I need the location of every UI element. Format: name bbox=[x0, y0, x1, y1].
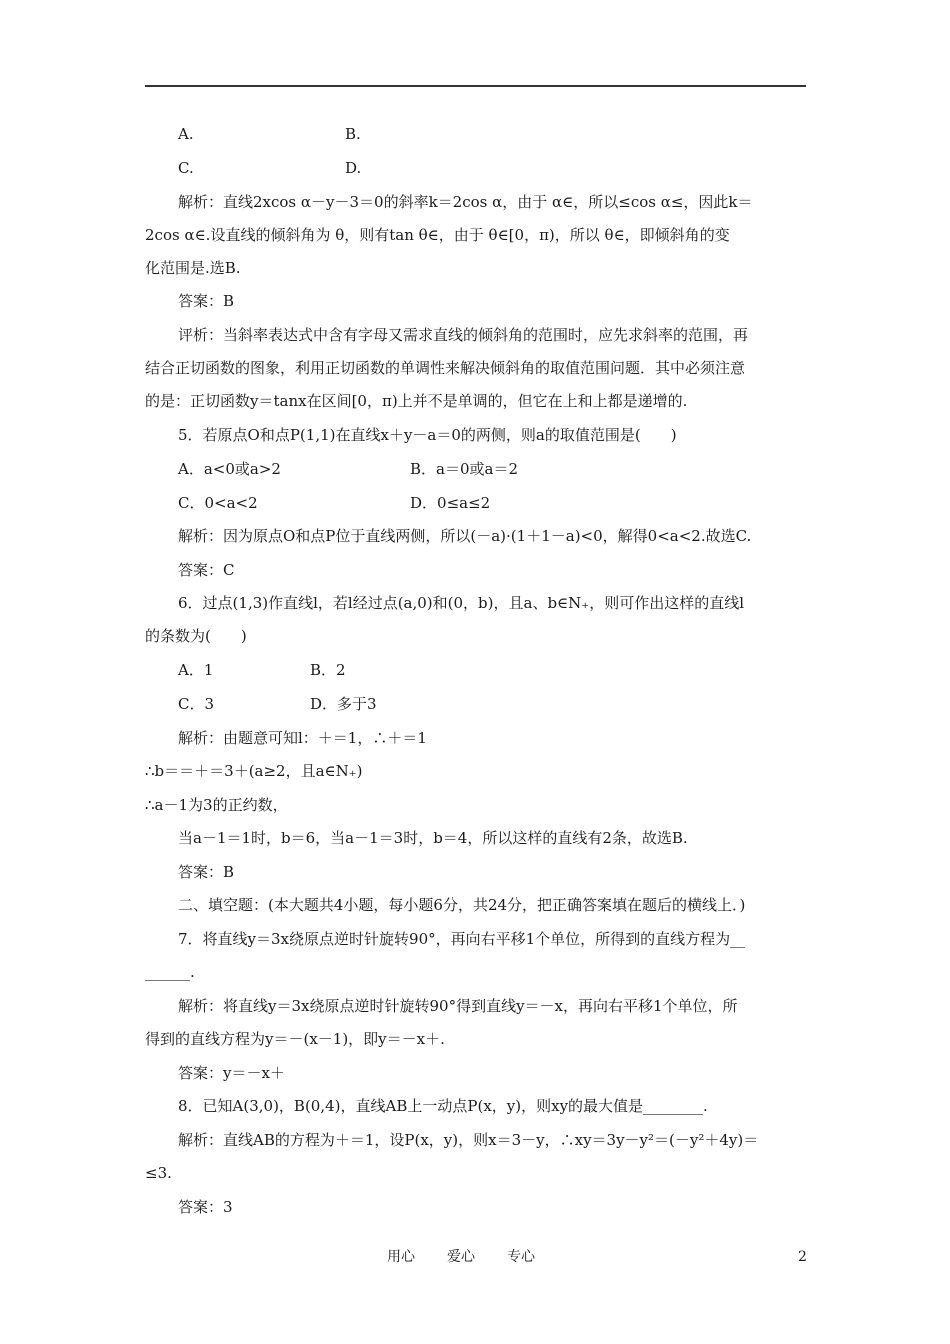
q7-solution-line2: 得到的直线方程为y＝－(x－1)，即y＝－x＋. bbox=[145, 1030, 445, 1048]
q7-answer: 答案：y＝－x＋ bbox=[178, 1064, 285, 1082]
q4-comment-line1: 评析：当斜率表达式中含有字母又需求直线的倾斜角的范围时，应先求斜率的范围，再 bbox=[178, 326, 749, 344]
q4-option-d: D. bbox=[345, 159, 362, 177]
q8-stem: 8．已知A(3,0)，B(0,4)，直线AB上一动点P(x，y)，则xy的最大值是________. bbox=[178, 1097, 708, 1115]
q4-option-c: C. bbox=[178, 159, 194, 177]
q5-option-d: D．0≤a≤2 bbox=[410, 494, 491, 512]
q8-solution-line2: ≤3. bbox=[145, 1164, 172, 1182]
q4-option-a: A. bbox=[178, 125, 194, 143]
q6-solution-line4: 当a－1＝1时，b＝6，当a－1＝3时，b＝4，所以这样的直线有2条，故选B. bbox=[178, 829, 688, 847]
q4-comment-line2: 结合正切函数的图象，利用正切函数的单调性来解决倾斜角的取值范围问题．其中必须注意 bbox=[145, 359, 746, 377]
q4-option-b: B. bbox=[345, 125, 361, 143]
q4-comment-line3: 的是：正切函数y＝tanx在区间[0，π)上并不是单调的，但它在上和上都是递增的. bbox=[145, 392, 688, 410]
q7-solution-line1: 解析：将直线y＝3x绕原点逆时针旋转90°得到直线y＝－x，再向右平移1个单位，所 bbox=[178, 997, 738, 1015]
q6-option-a: A．1 bbox=[178, 661, 214, 679]
q4-solution-line1: 解析：直线2xcos α－y－3＝0的斜率k＝2cos α，由于 α∈，所以≤cos α≤，因此k＝ bbox=[178, 193, 753, 211]
q4-answer: 答案：B bbox=[178, 292, 235, 310]
q6-answer: 答案：B bbox=[178, 863, 235, 881]
footer-word-3: 专心 bbox=[507, 1249, 535, 1265]
q5-option-c: C．0<a<2 bbox=[178, 494, 258, 512]
page-number: 2 bbox=[798, 1249, 807, 1265]
q5-answer: 答案：C bbox=[178, 561, 235, 579]
q6-option-b: B．2 bbox=[310, 661, 346, 679]
q5-option-b: B．a＝0或a＝2 bbox=[410, 460, 518, 478]
q5-option-a: A．a<0或a>2 bbox=[178, 460, 281, 478]
q6-stem-line1: 6．过点(1,3)作直线l，若l经过点(a,0)和(0，b)，且a、b∈N₊，则可作出这样的直线l bbox=[178, 594, 744, 612]
q6-option-d: D．多于3 bbox=[310, 695, 377, 713]
q7-stem-line1: 7．将直线y＝3x绕原点逆时针旋转90°，再向右平移1个单位，所得到的直线方程为__ bbox=[178, 930, 746, 948]
q8-answer: 答案：3 bbox=[178, 1198, 233, 1216]
q4-solution-line2: 2cos α∈.设直线的倾斜角为 θ，则有tan θ∈，由于 θ∈[0，π)，所以 θ∈，即倾斜角的变 bbox=[145, 226, 730, 244]
q8-solution-line1: 解析：直线AB的方程为＋＝1，设P(x，y)，则x＝3－y，∴xy＝3y－y²＝(－y²＋4y)＝ bbox=[178, 1131, 759, 1149]
q6-solution-line3: ∴a－1为3的正约数， bbox=[145, 796, 288, 814]
q6-solution-line2: ∴b＝＝＋＝3＋(a≥2，且a∈N₊) bbox=[145, 762, 363, 780]
q5-solution: 解析：因为原点O和点P位于直线两侧，所以(－a)·(1＋1－a)<0，解得0<a<2.故选C. bbox=[178, 527, 752, 545]
footer-word-1: 用心 bbox=[387, 1249, 415, 1265]
footer-word-2: 爱心 bbox=[447, 1249, 475, 1265]
header-rule bbox=[145, 85, 806, 87]
q5-stem: 5．若原点O和点P(1,1)在直线x＋y－a＝0的两侧，则a的取值范围是( ) bbox=[178, 426, 677, 444]
q7-stem-line2: ______. bbox=[145, 963, 195, 981]
q6-stem-line2: 的条数为( ) bbox=[145, 627, 247, 645]
q6-option-c: C．3 bbox=[178, 695, 215, 713]
section-heading-fill-in: 二、填空题：(本大题共4小题，每小题6分，共24分，把正确答案填在题后的横线上．) bbox=[178, 896, 746, 914]
q4-solution-line3: 化范围是.选B. bbox=[145, 259, 241, 277]
q6-solution-line1: 解析：由题意可知l：＋＝1，∴＋＝1 bbox=[178, 729, 427, 747]
